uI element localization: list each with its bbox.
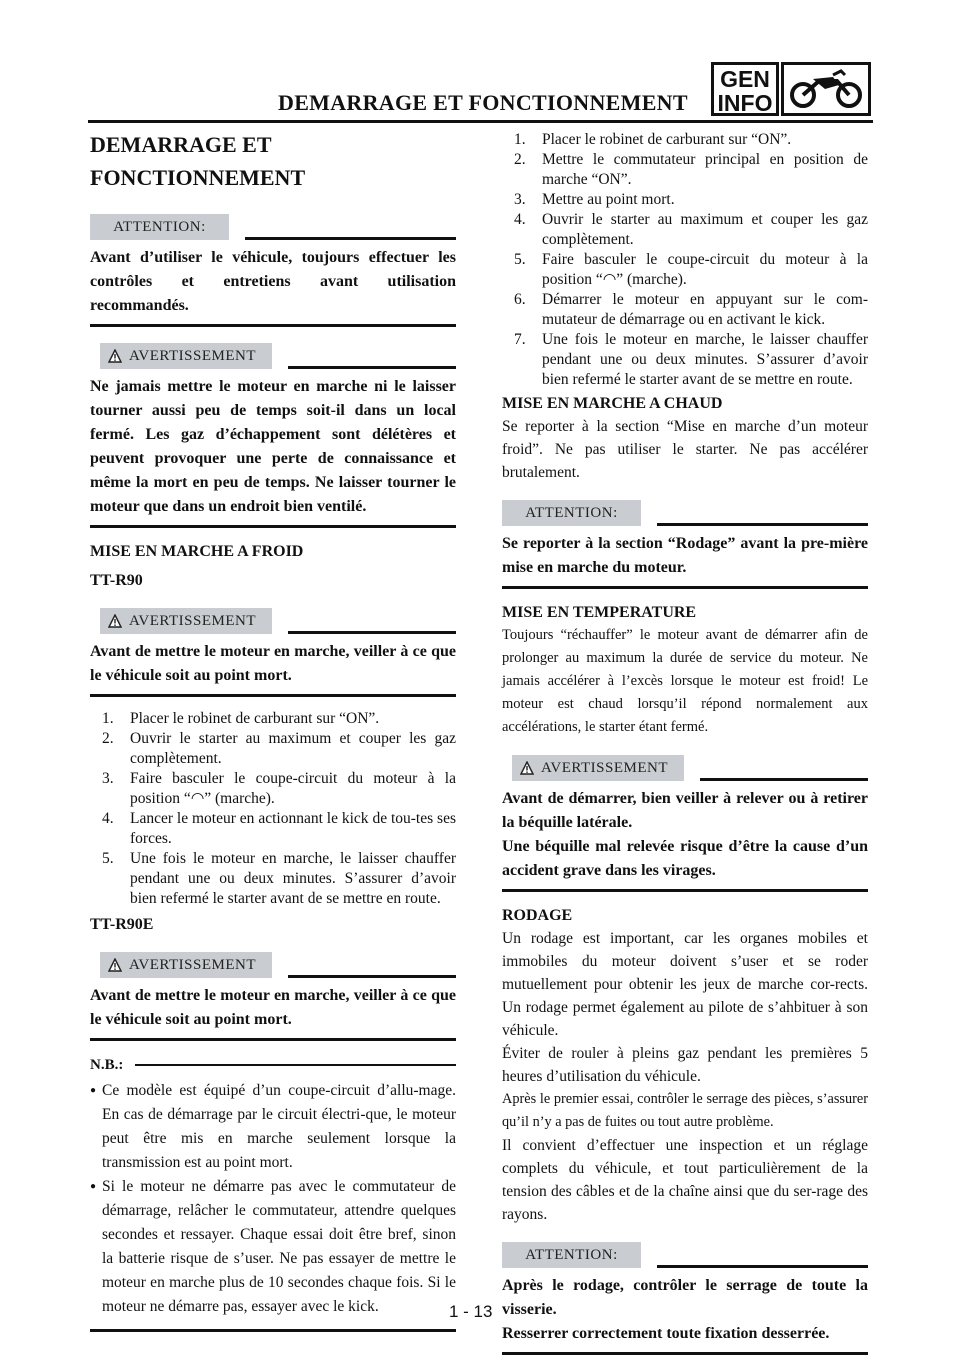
warning-text-2: Une béquille mal relevée risque d’être la cause d’un accident grave dans les virages. [502, 838, 868, 879]
model-tt-r90e: TT-R90E [90, 916, 154, 933]
attention-text: Avant d’utiliser le véhicule, toujours effectuer les contrôles et entretiens avant utilisation recommandés. [90, 249, 456, 314]
attention-label: ATTENTION: [502, 500, 641, 526]
attention-text: Se reporter à la section “Rodage” avant la pre-mière mise en marche du moteur. [502, 535, 868, 576]
warning-rule [288, 366, 456, 369]
nb-rule [135, 1064, 456, 1066]
electric-start-steps [502, 130, 868, 390]
warning-head [90, 339, 456, 369]
nb-label: N.B.: [90, 1056, 124, 1073]
attention-head [502, 496, 868, 526]
warning-tag [100, 608, 272, 634]
list-item: 3. Mettre au point mort. [514, 191, 675, 208]
list-item: 5. Faire basculer le coupe-circuit du moteur à la position “◠” (marche). [514, 251, 868, 288]
header-rule [88, 120, 873, 123]
warning-tag [100, 343, 272, 369]
nb-head [90, 1053, 456, 1077]
list-item: 2. Mettre le commutateur principal en position de marche “ON”. [514, 151, 868, 188]
warning-label: AVERTISSEMENT [129, 957, 256, 973]
rodage-title: RODAGE [502, 907, 573, 924]
left-column [90, 128, 456, 1344]
nb-end-rule [90, 1329, 456, 1332]
warning-text: Avant de mettre le moteur en marche, veiller à ce que le véhicule soit au point mort. [90, 987, 456, 1028]
warning-end-rule [90, 694, 456, 697]
warning-triangle-icon [108, 349, 122, 363]
list-item: 1. Placer le robinet de carburant sur “ON”. [514, 131, 792, 148]
warning-triangle-icon [108, 614, 122, 628]
nb-list [90, 1079, 456, 1319]
warning-triangle-icon [108, 958, 122, 972]
warning-head [90, 948, 456, 978]
warning-rule [700, 778, 868, 781]
warm-start-text: Se reporter à la section “Mise en marche d’un moteur froid”. Ne pas utiliser le starter. Ne pas accélérer brutalement. [502, 418, 868, 481]
cold-start-steps [90, 709, 456, 909]
warning-end-rule [502, 889, 868, 892]
warning-text-1: Avant de démarrer, bien veiller à relever ou à retirer la béquille latérale. [502, 790, 868, 831]
list-item: 1. Placer le robinet de carburant sur “ON”. [102, 710, 380, 727]
list-item: 2. Ouvrir le starter au maximum et couper les gaz complètement. [102, 730, 456, 767]
warning-end-rule [90, 525, 456, 528]
rodage-paragraph-4: Il convient d’effectuer une inspection et un réglage complets du véhicule, et tout particulièrement de la tension des câbles et de la chaîne ainsi que du ser-rage des rayons. [502, 1137, 868, 1223]
warm-start-title: MISE EN MARCHE A CHAUD [502, 395, 723, 412]
warning-tag [100, 952, 272, 978]
bullet-icon: ● [90, 1085, 97, 1096]
attention-end-rule [90, 324, 456, 327]
motorcycle-icon-box [781, 62, 871, 116]
section-title-line-2: FONCTIONNEMENT [90, 165, 306, 190]
badge-line-1: GEN [720, 66, 770, 92]
attention-label: ATTENTION: [502, 1242, 641, 1268]
attention-rule [245, 237, 456, 240]
list-item: 5. Une fois le moteur en marche, le laisser chauffer pendant une ou deux minutes. S’assurer d’avoir bien refermé le starter avant de se mettre en route. [102, 850, 456, 907]
attention-rule [657, 523, 868, 526]
attention-head [90, 210, 456, 240]
list-item: 4. Lancer le moteur en actionnant le kick de tou-tes ses forces. [102, 810, 456, 847]
warning-tag [512, 755, 684, 781]
page-number: 1 - 13 [449, 1302, 493, 1321]
warning-label: AVERTISSEMENT [129, 348, 256, 364]
list-item: 4. Ouvrir le starter au maximum et couper les gaz complètement. [514, 211, 868, 248]
warning-end-rule [90, 1038, 456, 1041]
list-item: 3. Faire basculer le coupe-circuit du moteur à la position “◠” (marche). [102, 770, 456, 807]
gen-info-badge [711, 62, 779, 116]
attention-rule [657, 1265, 868, 1268]
warning-label: AVERTISSEMENT [129, 613, 256, 629]
page-header [88, 60, 873, 124]
attention-text-2: Resserrer correctement toute fixation desserrée. [502, 1325, 830, 1342]
attention-label: ATTENTION: [90, 214, 229, 240]
rodage-paragraph-1: Un rodage est important, car les organes mobiles et immobiles du moteur doivent s’user et se roder mutuellement pour obtenir les jeux de marche cor-rects. Un rodage permet également au pilote de s’ahbituer à son véhicule. [502, 930, 868, 1039]
warning-label: AVERTISSEMENT [541, 760, 668, 776]
list-item: 6. Démarrer le moteur en appuyant sur le com-mutateur de démarrage ou en activant le kick. [514, 291, 868, 328]
attention-end-rule [502, 586, 868, 589]
attention-head [502, 1238, 868, 1268]
list-item: 7. Une fois le moteur en marche, le laisser chauffer pendant une ou deux minutes. S’assurer d’avoir bien refermé le starter avant de se mettre en route. [514, 331, 868, 388]
warning-triangle-icon [520, 761, 534, 775]
badge-line-2: INFO [717, 90, 773, 116]
attention-text-1: Après le rodage, contrôler le serrage de toute la visserie. [502, 1277, 868, 1318]
header-title: DEMARRAGE ET FONCTIONNEMENT [278, 90, 688, 115]
attention-end-rule [502, 1352, 868, 1355]
bullet-icon: ● [90, 1181, 97, 1192]
list-item: ● Si le moteur ne démarre pas avec le commutateur de démarrage, relâcher le commutateur, attendre quelques secondes et ressayer. Chaque essai doit être bref, sinon la batterie risque de s’user. Ne pas essayer de mettre le moteur en marche plus de 10 secondes chaque fois. Si le moteur ne démarre pas, essayer avec le kick. [90, 1175, 456, 1319]
warning-head [90, 604, 456, 634]
model-tt-r90: TT-R90 [90, 572, 143, 589]
list-item: ● Ce modèle est équipé d’un coupe-circuit d’allu-mage. En cas de démarrage par le circuit électri-que, le moteur peut être mis en marche seulement lorsque la transmission est au point mort. [90, 1079, 456, 1175]
warning-rule [288, 975, 456, 978]
rodage-paragraph-2: Éviter de rouler à pleins gaz pendant les premières 5 heures d’utilisation du véhicule. [502, 1045, 868, 1085]
warning-text: Avant de mettre le moteur en marche, veiller à ce que le véhicule soit au point mort. [90, 643, 456, 684]
warning-head [502, 751, 868, 781]
rodage-paragraph-3: Après le premier essai, contrôler le serrage des pièces, s’assurer qu’il n’y a pas de fuites ou tout autre problème. [502, 1091, 868, 1130]
motorcycle-icon [789, 69, 863, 109]
temperature-text: Toujours “réchauffer” le moteur avant de démarrer afin de prolonger au maximum la durée de service du moteur. Ne jamais accélérer à l’excès lorsque le moteur est froid! Le moteur est chaud lorsqu’il répond normalement aux accélérations, le starter étant fermé. [502, 627, 868, 735]
cold-start-title: MISE EN MARCHE A FROID [90, 543, 304, 560]
temperature-title: MISE EN TEMPERATURE [502, 604, 697, 621]
section-title [90, 128, 456, 194]
warning-rule [288, 631, 456, 634]
section-title-line-1: DEMARRAGE ET [90, 132, 272, 157]
right-column [502, 130, 868, 1367]
warning-text: Ne jamais mettre le moteur en marche ni le laisser tourner aussi peu de temps soit-il dans un local fermé. Les gaz d’échappement sont délétères et peuvent provoquer une perte de connaissance et même la mort en peu de temps. Ne laisser tourner le moteur que dans un endroit bien ventilé. [90, 378, 456, 515]
